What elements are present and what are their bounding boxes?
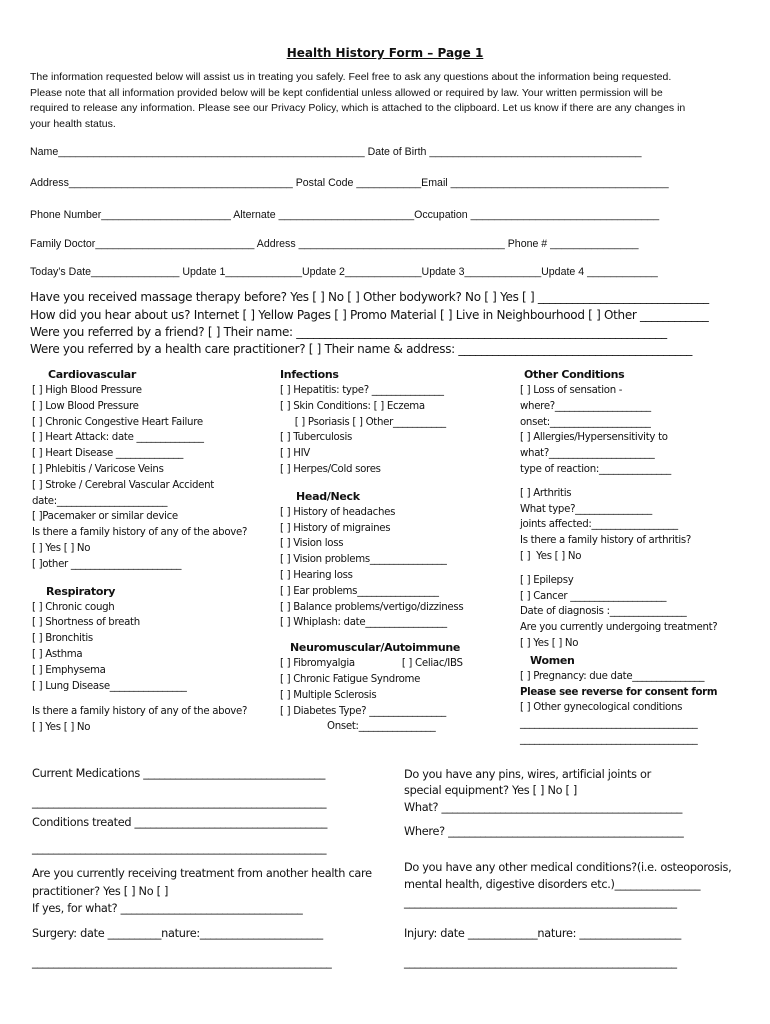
what-field[interactable]: What? _____________________________________________ [404,801,683,814]
practitioner-yes-no[interactable]: practitioner? Yes [ ] No [ ] [32,885,169,898]
blank-line[interactable]: _____________________________________ [520,718,698,730]
blank-line[interactable]: _____________________________________ [520,733,698,745]
checklist-item[interactable]: [ ] Tuberculosis [280,432,353,444]
checklist-item[interactable]: [ ] Yes [ ] No [520,550,582,562]
checklist-item[interactable]: joints affected:__________________ [520,519,678,531]
checklist-item[interactable]: date:_______________________ [32,495,168,507]
intro-line: your health status. [30,117,116,130]
checklist-item[interactable]: [ ] Whiplash: date_________________ [280,617,447,629]
checklist-item[interactable]: [ ] High Blood Pressure [32,385,142,396]
if-yes-field[interactable]: If yes, for what? __________________________________ [32,902,303,915]
checklist-item[interactable]: [ ] History of migraines [280,522,391,534]
address-email-field[interactable]: Address______________________________________ Postal Code ___________Email _____________________________________ [30,177,669,189]
checklist-item[interactable]: [ ] Yes [ ] No [520,637,579,649]
consent-note: Please see reverse for consent form [520,686,718,698]
dates-field[interactable]: Today’s Date_______________ Update 1_____________Update 2_____________Update 3_____________Update 4 ____________ [30,266,658,278]
neuromuscular-heading: Neuromuscular/Autoimmune [290,641,461,655]
form-title: Health History Form – Page 1 [286,46,484,60]
checklist-item[interactable]: [ ] Cancer ____________________ [520,590,667,602]
checklist-item[interactable]: what?______________________ [520,448,655,460]
pins-question: Do you have any pins, wires, artificial joints or [404,768,651,781]
injury-field[interactable]: Injury: date _____________nature: ___________________ [404,927,682,940]
checklist-item[interactable]: [ ] Yes [ ] No [32,542,91,554]
head-neck-heading: Head/Neck [296,489,360,503]
other-treatment-question: Are you currently receiving treatment from another health care [32,867,372,880]
conditions-column-2 [280,366,463,735]
checklist-item[interactable]: [ ] Lung Disease________________ [32,680,187,692]
respiratory-heading: Respiratory [46,584,116,598]
checklist-item[interactable]: [ ] Stroke / Cerebral Vascular Accident [32,479,214,491]
medications-line[interactable]: _______________________________________________________ [32,796,327,809]
checklist-item[interactable]: [ ] Psoriasis [ ] Other___________ [280,416,446,428]
checklist-item: Is there a family history of arthritis? [520,535,691,547]
conditions-line[interactable]: _______________________________________________________ [32,842,327,855]
checklist-item[interactable]: [ ] Heart Attack: date ______________ [32,432,204,444]
checklist-item[interactable]: [ ] Arthritis [520,487,572,499]
massage-before-question[interactable]: Have you received massage therapy before? Yes [ ] No [ ] Other bodywork? No [ ] Yes [ ] ______________________________ [30,290,709,304]
checklist-item[interactable]: [ ] Yes [ ] No [32,722,91,734]
family-doctor-field[interactable]: Family Doctor___________________________ Address ___________________________________ Phone # _______________ [30,238,639,250]
cardiovascular-heading: Cardiovascular [48,368,137,381]
checklist-item: Are you currently undergoing treatment? [520,622,718,634]
checklist-item[interactable]: [ ]Pacemaker or similar device [32,511,178,523]
checklist-item[interactable]: [ ] Epilepsy [520,574,574,586]
checklist-item[interactable]: [ ] Bronchitis [32,633,93,645]
referred-practitioner-question[interactable]: Were you referred by a health care practitioner? [ ] Their name & address: _________________________________________ [30,342,693,356]
checklist-item[interactable]: [ ] Pregnancy: due date_______________ [520,670,705,682]
intro-paragraph [30,70,750,132]
checklist-item[interactable]: [ ] Hearing loss [280,569,353,581]
conditions-treated-field[interactable]: Conditions treated ____________________________________ [32,816,328,829]
other-conditions-field[interactable]: mental health, digestive disorders etc.)________________ [404,878,701,891]
checklist-item[interactable]: where?____________________ [520,400,651,412]
checklist-item[interactable]: [ ] Vision loss [280,538,344,550]
checklist-item[interactable]: [ ]other _______________________ [32,558,182,570]
other-conditions-line[interactable]: ___________________________________________________ [404,896,677,909]
checklist-item[interactable]: [ ] History of headaches [280,506,396,518]
checklist-item[interactable]: [ ] Herpes/Cold sores [280,463,381,475]
checklist-item[interactable]: [ ] Balance problems/vertigo/dizziness [280,601,464,613]
where-field[interactable]: Where? ____________________________________________ [404,825,684,838]
intro-line: required to release any information. Please see our Privacy Policy, which is attached to the clipboard. Let us know if there are any changes in [30,102,686,114]
other-conditions-heading: Other Conditions [524,368,625,381]
hear-about-question[interactable]: How did you hear about us? Internet [ ] Yellow Pages [ ] Promo Material [ ] Live in Neighbourhood [ ] Other ____________ [30,308,709,322]
special-equipment-question[interactable]: special equipment? Yes [ ] No [ ] [404,784,578,797]
checklist-item[interactable]: [ ] Fibromyalgia [ ] Celiac/IBS [280,658,463,670]
checklist-item[interactable]: [ ] Ear problems_________________ [280,585,439,597]
checklist-item[interactable]: [ ] Other gynecological conditions [520,702,683,714]
checklist-item[interactable]: [ ] Shortness of breath [32,617,140,629]
checklist-item[interactable]: [ ] Diabetes Type? ________________ [280,705,446,717]
checklist-item[interactable]: [ ] Chronic Congestive Heart Failure [32,416,203,428]
referred-friend-question[interactable]: Were you referred by a friend? [ ] Their name: _________________________________________________________________ [30,325,667,339]
checklist-item[interactable]: [ ] Heart Disease ______________ [32,448,184,460]
checklist-item: Is there a family history of any of the above? [32,527,248,539]
other-conditions-question: Do you have any other medical conditions?(i.e. osteoporosis, [404,861,732,874]
name-dob-field[interactable]: Name____________________________________________________ Date of Birth ____________________________________ [30,146,642,158]
checklist-item[interactable]: [ ] Chronic cough [32,601,115,613]
checklist-item[interactable]: [ ] Chronic Fatigue Syndrome [280,673,421,685]
family-history-question: Is there a family history of any of the above? [32,706,248,718]
checklist-item[interactable]: [ ] Asthma [32,648,83,660]
women-heading: Women [530,653,575,667]
checklist-item[interactable]: onset:_____________________ [520,416,651,428]
conditions-column-3 [520,366,717,748]
surgery-line[interactable]: ________________________________________________________ [32,956,332,969]
checklist-item[interactable]: [ ] Hepatitis: type? _______________ [280,385,444,396]
checklist-item[interactable]: Date of diagnosis :________________ [520,606,687,618]
checklist-item[interactable]: [ ] Phlebitis / Varicose Veins [32,463,164,475]
checklist-item[interactable]: [ ] Skin Conditions: [ ] Eczema [280,400,425,412]
checklist-item[interactable]: [ ] Low Blood Pressure [32,400,139,412]
checklist-item[interactable]: [ ] Allergies/Hypersensitivity to [520,432,668,444]
intro-line: The information requested below will assist us in treating you safely. Feel free to ask any questions about the information being requested. [30,71,672,83]
surgery-field[interactable]: Surgery: date __________nature:_______________________ [32,927,323,940]
conditions-column-1 [32,366,247,736]
checklist-item[interactable]: [ ] HIV [280,448,310,460]
injury-line[interactable]: ___________________________________________________ [404,956,677,969]
current-medications-field[interactable]: Current Medications __________________________________ [32,767,326,780]
checklist-item[interactable]: [ ] Emphysema [32,664,106,676]
checklist-item[interactable]: Onset:________________ [280,721,436,733]
infections-heading: Infections [280,368,339,381]
checklist-item[interactable]: [ ] Vision problems________________ [280,554,447,566]
checklist-item[interactable]: [ ] Multiple Sclerosis [280,689,377,701]
checklist-item[interactable]: type of reaction:_______________ [520,463,671,475]
checklist-item[interactable]: [ ] Loss of sensation - [520,385,623,396]
phone-occupation-field[interactable]: Phone Number______________________ Alternate _______________________Occupation ________________________________ [30,209,660,221]
checklist-item[interactable]: What type?________________ [520,503,652,515]
intro-line: Please note that all information provided below will be kept confidential unless allowed or required by law. Your written permission will be [30,86,663,99]
